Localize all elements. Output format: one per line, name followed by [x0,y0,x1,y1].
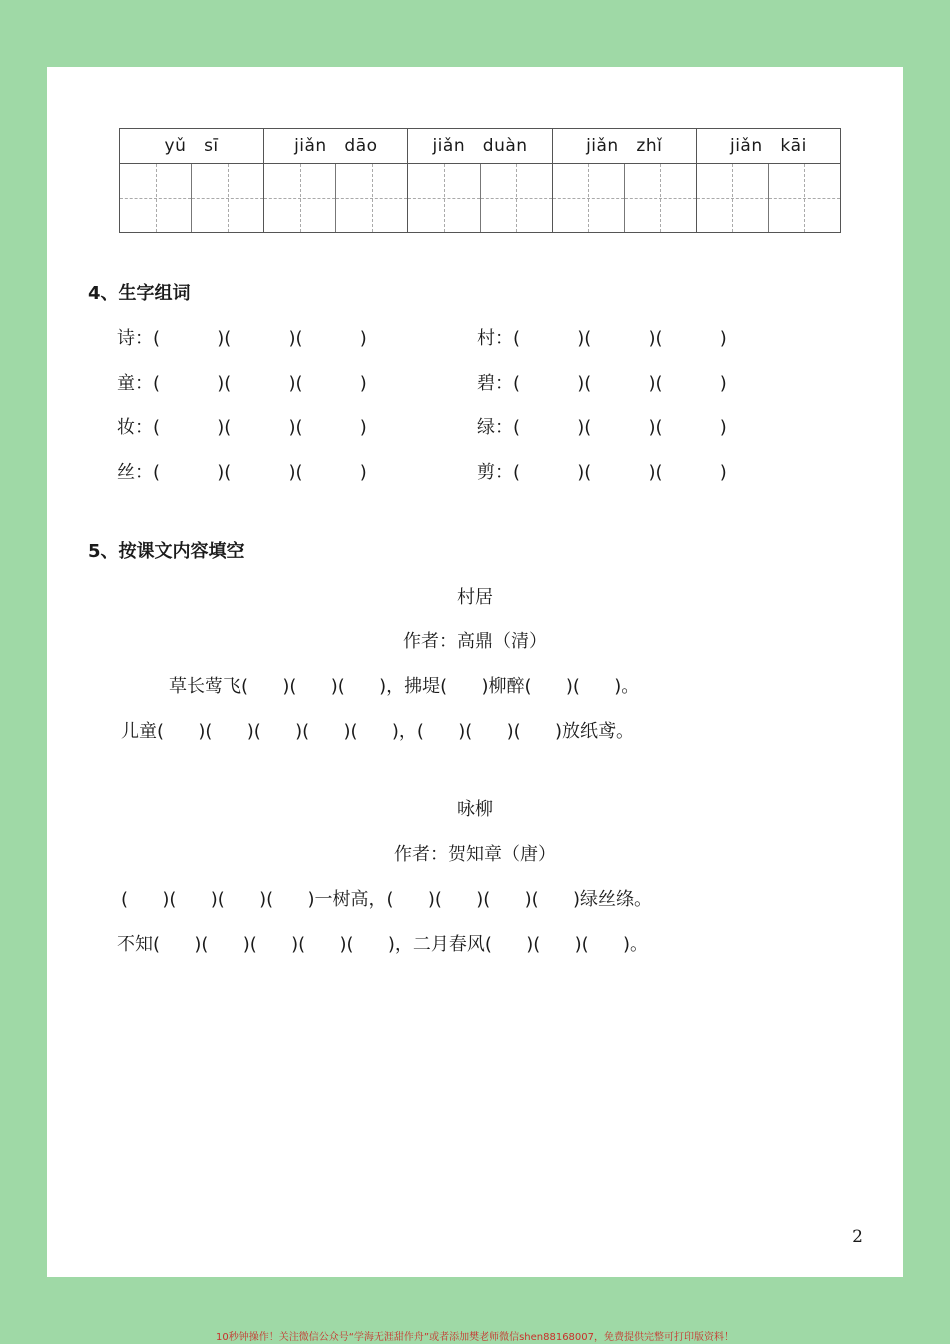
poem-title: 村居 [457,587,493,608]
poem-line: ( )( )( )( )一树高，( )( )( )( )绿丝绦。 [121,889,652,910]
poem-line: 儿童( )( )( )( )( )，( )( )( )放纸鸢。 [121,721,634,742]
footer-note: 10秒钟操作！关注微信公众号“学海无涯甜作舟”或者添加樊老师微信shen88168007，免费提供完整可打印版资料！ [215,1332,735,1343]
pinyin-label: jiǎn zhǐ [553,129,696,164]
pinyin-group [408,129,552,232]
writing-box[interactable] [481,164,552,232]
word-row: 绿：( )( )( ) [477,417,727,438]
pinyin-group [120,129,264,232]
word-row: 诗：( )( )( ) [117,328,367,349]
pinyin-label: jiǎn dāo [264,129,407,164]
poem-author: 作者：高鼎（清） [403,631,547,652]
pinyin-label: yǔ sī [120,129,263,164]
writing-box[interactable] [120,164,192,232]
pinyin-group [697,129,840,232]
pinyin-label: jiǎn kāi [697,129,840,164]
pinyin-group [264,129,408,232]
poem-line: 不知( )( )( )( )( )，二月春风( )( )( )。 [117,934,648,955]
writing-box[interactable] [697,164,769,232]
writing-box[interactable] [625,164,696,232]
writing-box[interactable] [264,164,336,232]
pinyin-group [553,129,697,232]
page-number: 2 [852,1227,863,1247]
word-row: 妆：( )( )( ) [117,417,367,438]
word-row: 村：( )( )( ) [477,328,727,349]
writing-box[interactable] [336,164,407,232]
writing-box[interactable] [769,164,840,232]
pinyin-label: jiǎn duàn [408,129,551,164]
section4-title: 4、生字组词 [88,283,191,304]
worksheet-page [47,67,903,1277]
word-row: 童：( )( )( ) [117,373,367,394]
section5-title: 5、按课文内容填空 [88,541,245,562]
poem-title: 咏柳 [457,799,493,820]
word-row: 碧：( )( )( ) [477,373,727,394]
pinyin-grid [119,128,841,233]
word-row: 丝：( )( )( ) [117,462,367,483]
writing-box[interactable] [408,164,480,232]
word-row: 剪：( )( )( ) [477,462,727,483]
poem-line: 草长莺飞( )( )( )，拂堤( )柳醉( )( )。 [169,676,640,697]
writing-box[interactable] [553,164,625,232]
writing-box[interactable] [192,164,263,232]
poem-author: 作者：贺知章（唐） [394,844,556,865]
